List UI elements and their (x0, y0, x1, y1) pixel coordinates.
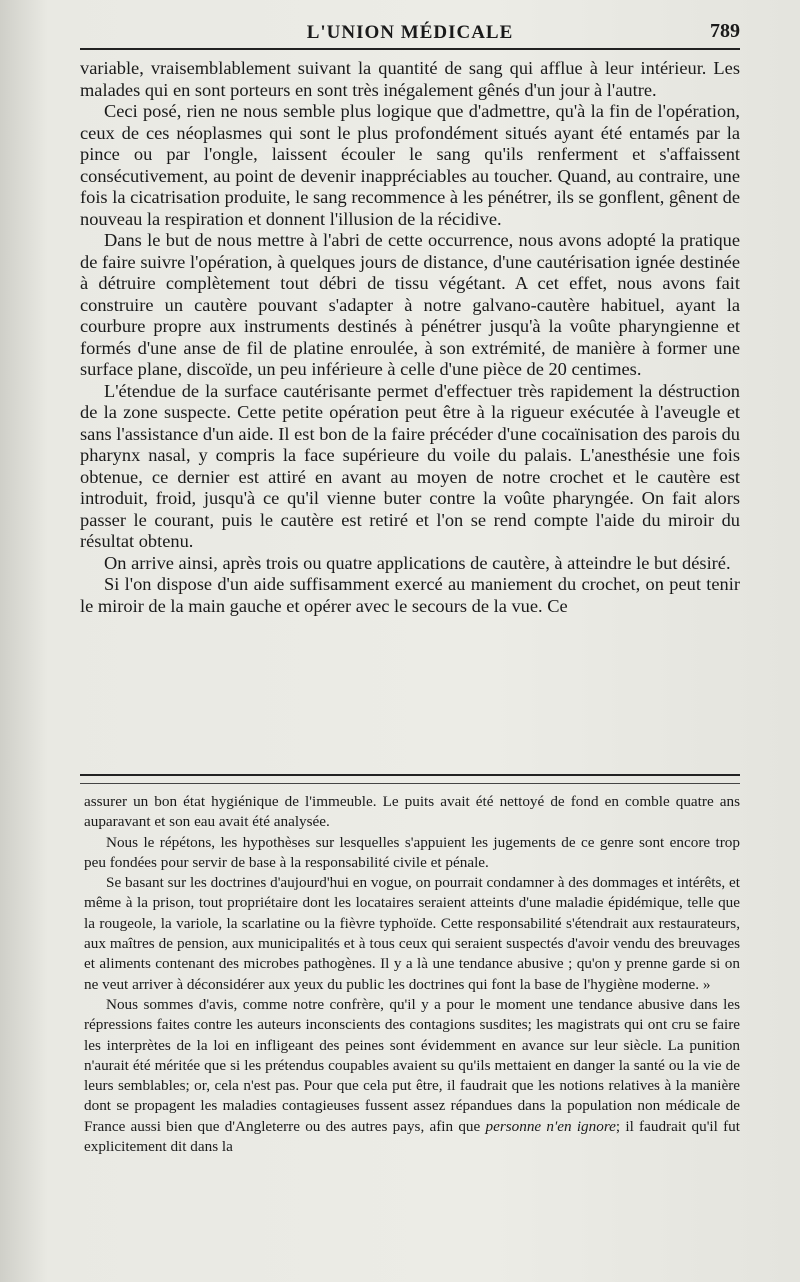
body-paragraph: Dans le but de nous mettre à l'abri de cette occurrence, nous avons adopté la pratique de faire suivre l'opération, à quelques jours de distance, d'une cautérisation ignée destinée à détruire complètement tout débri de tissu végétant. A cet effet, nous avons fait construire un cautère pouvant s'adapter à notre galvano-cautère habituel, ayant la courbure propre aux instruments destinés à pénétrer jusqu'à la voûte pharyngienne et formés d'une anse de fil de platine enroulée, à son extrémité, de manière à former une surface plane, discoïde, un peu inférieure à celle d'une pièce de 20 centimes. (80, 230, 740, 379)
notes-section (84, 792, 740, 1157)
body-paragraph: L'étendue de la surface cautérisante permet d'effectuer très rapidement la déstruction de la zone suspecte. Cette petite opération peut être à la rigueur exécutée à l'aveugle et sans l'assistance d'un aide. Il est bon de la faire précéder d'une cocaïnisation des parois du pharynx nasal, y compris la face supérieure du voile du palais. L'anesthésie une fois obtenue, ce dernier est attiré en avant au moyen de notre crochet et le cautère est introduit, froid, jusqu'à ce qu'il vienne buter contre la voûte pharyngée. On fait alors passer le courant, puis le cautère est retiré et l'on se rend compte l'aide du miroir du résultat obtenu. (80, 380, 740, 551)
note-paragraph: Nous le répétons, les hypothèses sur lesquelles s'appuient les jugements de ce genre sont encore trop peu fondées pour servir de base à la responsabilité civile et pénale. (84, 833, 740, 871)
running-title: L'UNION MÉDICALE (306, 22, 514, 43)
main-text (80, 58, 740, 617)
note-paragraph (84, 995, 740, 1157)
body-paragraph: Ceci posé, rien ne nous semble plus logique que d'admettre, qu'à la fin de l'opération, ceux de ces néoplasmes qui sont le plus profondément situés ayant été entamés par la pince ou par l'ongle, laissent écouler le sang qu'ils renferment et s'affaissent consécutivement, au point de devenir inappréciables au toucher. Quand, au contraire, une fois la cicatrisation produite, le sang recommence à les pénétrer, ils se gonflent, gênent de nouveau la respiration et donnent l'illusion de la récidive. (80, 101, 740, 229)
body-paragraph: On arrive ainsi, après trois ou quatre applications de cautère, à atteindre le but désiré. (104, 552, 731, 573)
body-paragraph: variable, vraisemblablement suivant la quantité de sang qui afflue à leur intérieur. Les malades qui en sont porteurs en sont très inégalement gênés d'un jour à l'autre. (80, 58, 740, 100)
note-paragraph: Se basant sur les doctrines d'aujourd'hui en vogue, on pourrait condamner à des dommages et intérêts, et même à la prison, tout propriétaire dont les locataires seraient atteints d'une maladie épidémique, telle que la rougeole, la variole, la scarlatine ou la fièvre typhoïde. Cette responsabilité s'étendrait aux restaurateurs, aux maîtres de pension, aux municipalités et à tous ceux qui seraient suspectés d'avoir vendu des breuvages et aliments contenant des microbes pathogènes. Il y a là une tendance abusive ; qu'on y prenne garde si on ne veut arriver à déconsidérer aux yeux du public les doctrines qui font la base de l'hygiène moderne. » (84, 874, 740, 993)
note-paragraph: assurer un bon état hygiénique de l'immeuble. Le puits avait été nettoyé de fond en comble quatre ans auparavant et son eau avait été analysée. (84, 793, 740, 831)
header-rule (80, 48, 740, 50)
page-header (80, 18, 740, 48)
body-paragraph: Si l'on dispose d'un aide suffisamment exercé au maniement du crochet, on peut tenir le miroir de la main gauche et opérer avec le secours de la vue. Ce (80, 574, 740, 616)
note-text: ; il faudrait qu'il fut explicitement dit dans la (84, 1117, 740, 1156)
note-italic-text: personne n'en ignore (485, 1117, 616, 1135)
page-number: 789 (710, 20, 740, 42)
note-text: Nous sommes d'avis, comme notre confrère, qu'il y a pour le moment une tendance abusive dans les répressions faites contre les auteurs inconscients des contagions susdites; les magistrats qui ont cru se faire les interprètes de la loi en infligeant des peines sont évidemment en avance sur leur siècle. La punition n'aurait été méritée que si les prétendus coupables avaient su qu'ils mettaient en danger la santé ou la vie de leurs semblables; or, cela n'est pas. Pour que cela put être, il faudrait que les notions relatives à la manière dont se propagent les maladies contagieuses fussent assez répandues dans la population non médicale de France aussi bien que d'Angleterre ou des autres pays, afin que (84, 995, 740, 1135)
section-divider (80, 774, 740, 784)
